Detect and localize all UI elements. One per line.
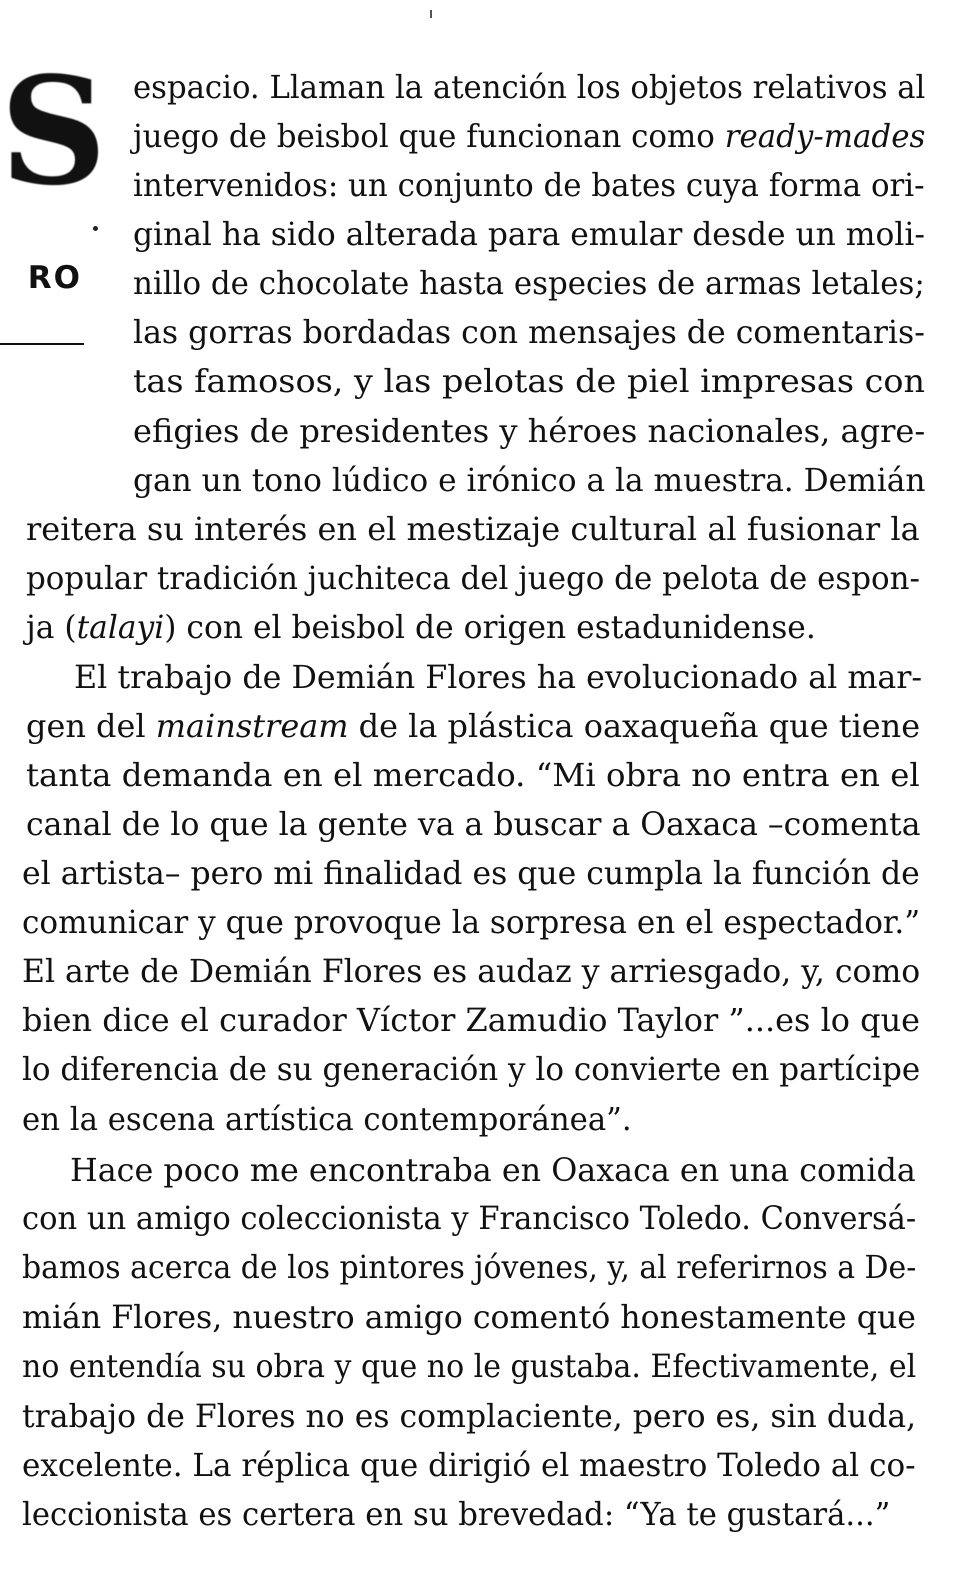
text-line: bamos acerca de los pintores jóvenes, y, al referirnos a De- [22, 1248, 917, 1286]
emphasis-text: talayi [76, 608, 165, 646]
text-line: trabajo de Flores no es complaciente, pero es, sin duda, [22, 1397, 917, 1435]
text-line: ja (talayi) con el beisbol de origen estadunidense. [26, 608, 816, 646]
text-line: el artista– pero mi finalidad es que cumpla la función de [22, 854, 920, 892]
text-line: El trabajo de Demián Flores ha evolucionado al mar- [74, 658, 923, 696]
text-line: ginal ha sido alterada para emular desde un moli- [133, 215, 925, 253]
text-line: canal de lo que la gente va a buscar a Oaxaca –comenta [26, 805, 921, 843]
text-line: no entendía su obra y que no le gustaba. Efectivamente, el [22, 1347, 917, 1385]
text-line: popular tradición juchiteca del juego de pelota de espon- [26, 559, 920, 597]
text-line: comunicar y que provoque la sorpresa en el espectador.” [22, 903, 921, 941]
drop-cap-letter: S [0, 44, 103, 218]
text-line: juego de beisbol que funcionan como ready-mades [133, 117, 926, 155]
text-line: gan un tono lúdico e irónico a la muestra. Demián [133, 461, 926, 499]
text-line: efigies de presidentes y héroes nacionales, agre- [133, 412, 926, 450]
emphasis-text: ready-mades [724, 117, 926, 155]
text-line: tanta demanda en el mercado. “Mi obra no entra en el [26, 756, 920, 794]
text-line: gen del mainstream de la plástica oaxaqueña que tiene [26, 707, 921, 745]
section-tag: RO [27, 260, 82, 296]
text-line: bien dice el curador Víctor Zamudio Taylor ”...es lo que [22, 1001, 921, 1039]
text-line: tas famosos, y las pelotas de piel impresas con [133, 362, 926, 400]
text-line: nillo de chocolate hasta especies de armas letales; [133, 264, 925, 302]
margin-rule [0, 343, 84, 345]
emphasis-text: mainstream [155, 707, 349, 745]
text-line: El arte de Demián Flores es audaz y arriesgado, y, como [22, 952, 921, 990]
text-line: con un amigo coleccionista y Francisco Toledo. Conversá- [22, 1199, 917, 1237]
text-line: las gorras bordadas con mensajes de comentaris- [133, 313, 925, 351]
scan-mark [430, 10, 432, 18]
text-line: Hace poco me encontraba en Oaxaca en una comida [70, 1151, 916, 1189]
text-line: lo diferencia de su generación y lo convierte en partícipe [22, 1050, 921, 1088]
text-line: reitera su interés en el mestizaje cultural al fusionar la [26, 510, 920, 548]
text-line: en la escena artística contemporánea”. [22, 1100, 632, 1138]
text-line: espacio. Llaman la atención los objetos relativos al [133, 68, 926, 106]
text-line: excelente. La réplica que dirigió el maestro Toledo al co- [22, 1446, 916, 1484]
text-line: mián Flores, nuestro amigo comentó honestamente que [22, 1298, 916, 1336]
text-line: leccionista es certera en su brevedad: “Ya te gustará...” [22, 1495, 891, 1533]
text-line: intervenidos: un conjunto de bates cuya forma ori- [133, 166, 925, 204]
margin-dot [93, 226, 98, 231]
